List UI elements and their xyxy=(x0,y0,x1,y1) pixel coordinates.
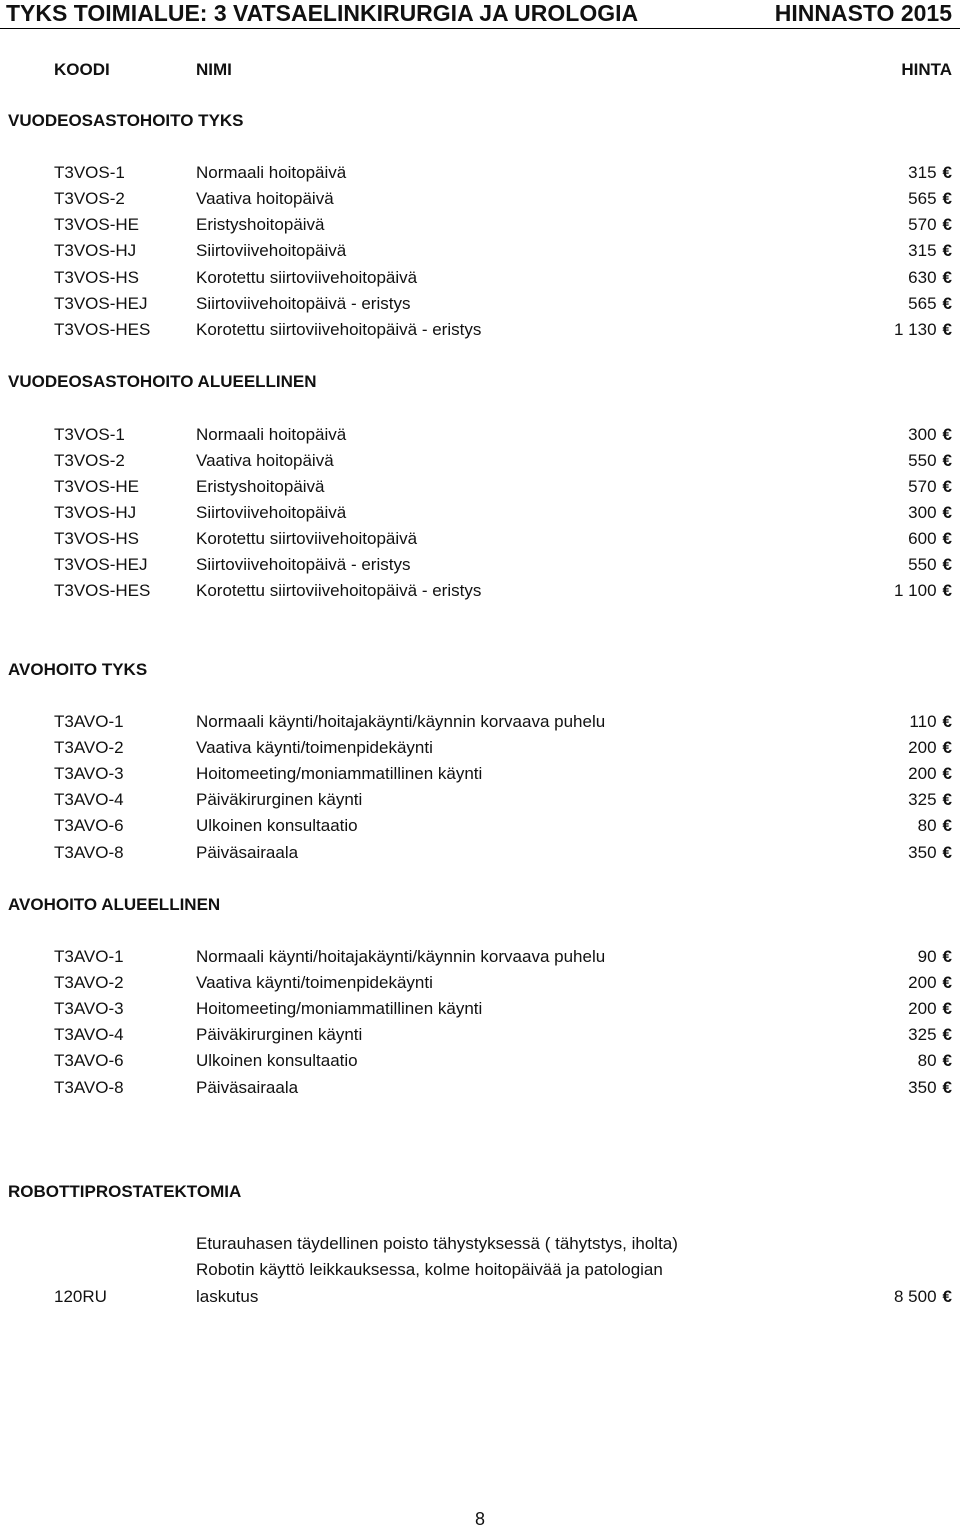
item-price xyxy=(908,554,952,576)
item-name: Siirtoviivehoitopäivä - eristys xyxy=(196,555,411,574)
item-price xyxy=(908,737,952,759)
item-code: T3AVO-4 xyxy=(54,790,124,809)
item-code: T3AVO-4 xyxy=(54,1025,124,1044)
item-name: Normaali käynti/hoitajakäynti/käynnin korvaava puhelu xyxy=(196,712,606,731)
section-heading: VUODEOSASTOHOITO TYKS xyxy=(8,111,244,130)
item-price xyxy=(908,502,952,524)
item-code: T3VOS-HJ xyxy=(54,503,137,522)
price-value: 200 xyxy=(908,738,937,757)
euro-symbol: € xyxy=(942,189,952,208)
item-name: Normaali hoitopäivä xyxy=(196,425,347,444)
euro-symbol: € xyxy=(942,477,952,496)
price-value: 325 xyxy=(908,1025,937,1044)
euro-symbol: € xyxy=(942,816,952,835)
item-name: Hoitomeeting/moniammatillinen käynti xyxy=(196,999,483,1018)
price-value: 565 xyxy=(908,189,937,208)
item-code: T3AVO-6 xyxy=(54,816,124,835)
price-value: 200 xyxy=(908,764,937,783)
item-name: Eristyshoitopäivä xyxy=(196,477,325,496)
price-value: 550 xyxy=(908,451,937,470)
item-name: Siirtoviivehoitopäivä - eristys xyxy=(196,294,411,313)
item-name: Päiväsairaala xyxy=(196,1078,299,1097)
price-value: 565 xyxy=(908,294,937,313)
item-name: Ulkoinen konsultaatio xyxy=(196,1051,358,1070)
euro-symbol: € xyxy=(942,973,952,992)
price-value: 90 xyxy=(917,947,937,966)
item-name: Siirtoviivehoitopäivä xyxy=(196,241,347,260)
item-code: T3AVO-2 xyxy=(54,738,124,757)
euro-symbol: € xyxy=(942,215,952,234)
item-price xyxy=(908,214,952,236)
price-value: 630 xyxy=(908,268,937,287)
euro-symbol: € xyxy=(942,1287,952,1306)
item-name: Päiväsairaala xyxy=(196,843,299,862)
item-name: Vaativa käynti/toimenpidekäynti xyxy=(196,973,433,992)
euro-symbol: € xyxy=(942,581,952,600)
item-code: T3VOS-HE xyxy=(54,477,140,496)
item-name: Päiväkirurginen käynti xyxy=(196,790,363,809)
item-code: T3VOS-HS xyxy=(54,268,140,287)
item-price xyxy=(894,580,952,602)
section-heading: ROBOTTIPROSTATEKTOMIA xyxy=(8,1182,242,1201)
price-value: 550 xyxy=(908,555,937,574)
document-title: TYKS TOIMIALUE: 3 VATSAELINKIRURGIA JA UROLOGIA xyxy=(6,0,639,26)
price-value: 200 xyxy=(908,973,937,992)
euro-symbol: € xyxy=(942,294,952,313)
item-price xyxy=(909,711,952,733)
item-price xyxy=(908,1077,952,1099)
item-name: Päiväkirurginen käynti xyxy=(196,1025,363,1044)
item-name-line: Eturauhasen täydellinen poisto tähystyksessä ( tähytstys, iholta) xyxy=(196,1234,678,1253)
euro-symbol: € xyxy=(942,241,952,260)
item-name: Normaali käynti/hoitajakäynti/käynnin korvaava puhelu xyxy=(196,947,606,966)
document-header xyxy=(0,0,960,29)
item-price xyxy=(918,1050,952,1072)
item-price xyxy=(908,842,952,864)
item-price xyxy=(908,450,952,472)
item-name: Vaativa käynti/toimenpidekäynti xyxy=(196,738,433,757)
item-price xyxy=(908,188,952,210)
euro-symbol: € xyxy=(942,843,952,862)
item-code: T3VOS-2 xyxy=(54,451,125,470)
item-price xyxy=(908,424,952,446)
item-name: Korotettu siirtoviivehoitopäivä - eristys xyxy=(196,320,482,339)
item-code: T3AVO-8 xyxy=(54,1078,124,1097)
price-value: 600 xyxy=(908,529,937,548)
item-code: 120RU xyxy=(54,1287,107,1306)
euro-symbol: € xyxy=(942,503,952,522)
item-price xyxy=(908,528,952,550)
item-code: T3VOS-HES xyxy=(54,581,151,600)
item-name-line: Robotin käyttö leikkauksessa, kolme hoitopäivää ja patologian xyxy=(196,1260,663,1279)
price-value: 570 xyxy=(908,215,937,234)
item-name: Korotettu siirtoviivehoitopäivä xyxy=(196,529,418,548)
price-list-year: HINNASTO 2015 xyxy=(774,0,952,26)
euro-symbol: € xyxy=(942,999,952,1018)
price-value: 350 xyxy=(908,843,937,862)
item-price xyxy=(894,1286,952,1308)
item-name: Eristyshoitopäivä xyxy=(196,215,325,234)
item-code: T3VOS-HEJ xyxy=(54,555,148,574)
section-heading: AVOHOITO ALUEELLINEN xyxy=(8,895,221,914)
section-heading: AVOHOITO TYKS xyxy=(8,660,148,679)
price-value: 300 xyxy=(908,503,937,522)
euro-symbol: € xyxy=(942,738,952,757)
price-value: 80 xyxy=(917,1051,937,1070)
item-price xyxy=(908,476,952,498)
euro-symbol: € xyxy=(942,555,952,574)
euro-symbol: € xyxy=(942,268,952,287)
section-heading: VUODEOSASTOHOITO ALUEELLINEN xyxy=(8,372,317,391)
item-name: Siirtoviivehoitopäivä xyxy=(196,503,347,522)
item-name: Vaativa hoitopäivä xyxy=(196,189,334,208)
item-code: T3VOS-HES xyxy=(54,320,151,339)
item-price xyxy=(908,763,952,785)
price-value: 570 xyxy=(908,477,937,496)
item-code: T3VOS-1 xyxy=(54,425,125,444)
euro-symbol: € xyxy=(942,947,952,966)
item-code: T3AVO-1 xyxy=(54,947,124,966)
item-price xyxy=(908,998,952,1020)
euro-symbol: € xyxy=(942,1078,952,1097)
price-value: 325 xyxy=(908,790,937,809)
euro-symbol: € xyxy=(942,529,952,548)
item-name: Korotettu siirtoviivehoitopäivä xyxy=(196,268,418,287)
item-code: T3AVO-6 xyxy=(54,1051,124,1070)
item-code: T3AVO-1 xyxy=(54,712,124,731)
item-price xyxy=(908,293,952,315)
price-value: 1 130 xyxy=(893,320,937,339)
euro-symbol: € xyxy=(942,1025,952,1044)
euro-symbol: € xyxy=(942,790,952,809)
column-header-code: KOODI xyxy=(54,60,110,79)
price-value: 315 xyxy=(908,163,937,182)
euro-symbol: € xyxy=(942,712,952,731)
item-code: T3VOS-1 xyxy=(54,163,125,182)
item-price xyxy=(918,946,952,968)
item-code: T3VOS-HS xyxy=(54,529,140,548)
price-value: 110 xyxy=(909,712,937,731)
item-name: Hoitomeeting/moniammatillinen käynti xyxy=(196,764,483,783)
column-header-name: NIMI xyxy=(196,60,232,79)
page-number: 8 xyxy=(474,1509,485,1529)
item-code: T3VOS-HEJ xyxy=(54,294,148,313)
item-code: T3AVO-3 xyxy=(54,999,124,1018)
item-code: T3AVO-2 xyxy=(54,973,124,992)
euro-symbol: € xyxy=(942,764,952,783)
price-value: 1 100 xyxy=(893,581,937,600)
price-value: 315 xyxy=(908,241,937,260)
price-value: 200 xyxy=(908,999,937,1018)
euro-symbol: € xyxy=(942,1051,952,1070)
price-value: 80 xyxy=(917,816,937,835)
column-header-price: HINTA xyxy=(901,60,952,79)
item-price xyxy=(894,319,952,341)
item-price xyxy=(908,789,952,811)
item-name: Vaativa hoitopäivä xyxy=(196,451,334,470)
item-name-line: laskutus xyxy=(196,1287,259,1306)
euro-symbol: € xyxy=(942,451,952,470)
item-name: Normaali hoitopäivä xyxy=(196,163,347,182)
item-code: T3VOS-HJ xyxy=(54,241,137,260)
euro-symbol: € xyxy=(942,425,952,444)
item-code: T3VOS-HE xyxy=(54,215,140,234)
item-price xyxy=(908,162,952,184)
item-name: Korotettu siirtoviivehoitopäivä - eristys xyxy=(196,581,482,600)
price-value: 8 500 xyxy=(893,1287,937,1306)
item-code: T3AVO-3 xyxy=(54,764,124,783)
item-code: T3VOS-2 xyxy=(54,189,125,208)
item-name: Ulkoinen konsultaatio xyxy=(196,816,358,835)
euro-symbol: € xyxy=(942,320,952,339)
item-price xyxy=(908,267,952,289)
item-price xyxy=(908,972,952,994)
euro-symbol: € xyxy=(942,163,952,182)
item-code: T3AVO-8 xyxy=(54,843,124,862)
price-value: 350 xyxy=(908,1078,937,1097)
item-price xyxy=(908,1024,952,1046)
price-value: 300 xyxy=(908,425,937,444)
item-price xyxy=(918,815,952,837)
item-price xyxy=(908,240,952,262)
